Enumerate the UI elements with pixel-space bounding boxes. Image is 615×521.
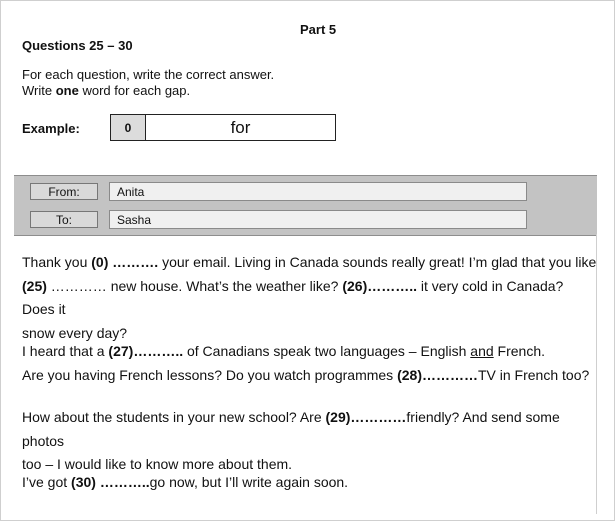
body-text: friendly? And send some photos <box>22 409 560 449</box>
underlined-word: and <box>470 343 494 359</box>
gap-26-dots: ……….. <box>367 277 421 294</box>
body-text: TV in French too? <box>477 366 590 383</box>
instruction-text: Write <box>22 83 56 98</box>
email-paragraph-2 <box>22 340 597 387</box>
body-text: snow every day? <box>22 324 128 341</box>
from-field: Anita <box>109 182 527 201</box>
gap-27-dots: ……….. <box>133 343 187 359</box>
body-text: of Canadians speak two languages – English <box>186 343 471 359</box>
email-paragraph-3 <box>22 406 597 477</box>
email-paragraph-1 <box>22 251 597 345</box>
gap-25-dots: ………… <box>46 277 111 294</box>
gap-29-dots: ………… <box>350 409 407 425</box>
gap-27-number: (27) <box>108 343 134 359</box>
instruction-line-1: For each question, write the correct answer. <box>22 67 275 82</box>
gap-0-number: (0) <box>91 254 109 270</box>
gap-26-number: (26) <box>342 277 368 294</box>
questions-title: Questions 25 – 30 <box>22 38 133 53</box>
part-title: Part 5 <box>300 22 337 37</box>
body-text: go now, but I’ll write again soon. <box>149 474 349 490</box>
gap-28-dots: ………… <box>421 366 478 383</box>
instruction-bold-word: one <box>55 83 79 98</box>
example-answer: for <box>230 117 251 137</box>
to-field: Sasha <box>109 210 527 229</box>
body-text: new house. What’s the weather like? <box>110 277 343 294</box>
email-paragraph-4 <box>22 471 597 495</box>
body-text: I’ve got <box>22 474 72 490</box>
body-text: it very cold in Canada? Does it <box>22 277 564 317</box>
from-label: From: <box>30 183 98 200</box>
gap-0-dots: ………. <box>108 254 163 270</box>
instruction-line-2 <box>22 83 190 98</box>
gap-30-dots: ……….. <box>95 474 150 490</box>
body-text: French. <box>493 343 546 359</box>
example-box <box>110 114 336 141</box>
body-text: Are you having French lessons? Do you watch programmes <box>22 366 398 383</box>
gap-30-number: (30) <box>71 474 96 490</box>
to-label: To: <box>30 211 98 228</box>
body-text: Thank you <box>22 254 92 270</box>
email-header <box>14 175 597 236</box>
body-text: I heard that a <box>22 343 109 359</box>
body-text: too – I would like to know more about them. <box>22 456 293 472</box>
instruction-text: word for each gap. <box>78 83 191 98</box>
body-text: your email. Living in Canada sounds really great! I’m glad that you like <box>162 254 597 270</box>
gap-29-number: (29) <box>325 409 351 425</box>
body-text: How about the students in your new school? Are <box>22 409 326 425</box>
example-number: 0 <box>111 115 146 140</box>
gap-25-number: (25) <box>22 277 47 294</box>
example-label: Example: <box>22 121 80 136</box>
gap-28-number: (28) <box>397 366 422 383</box>
